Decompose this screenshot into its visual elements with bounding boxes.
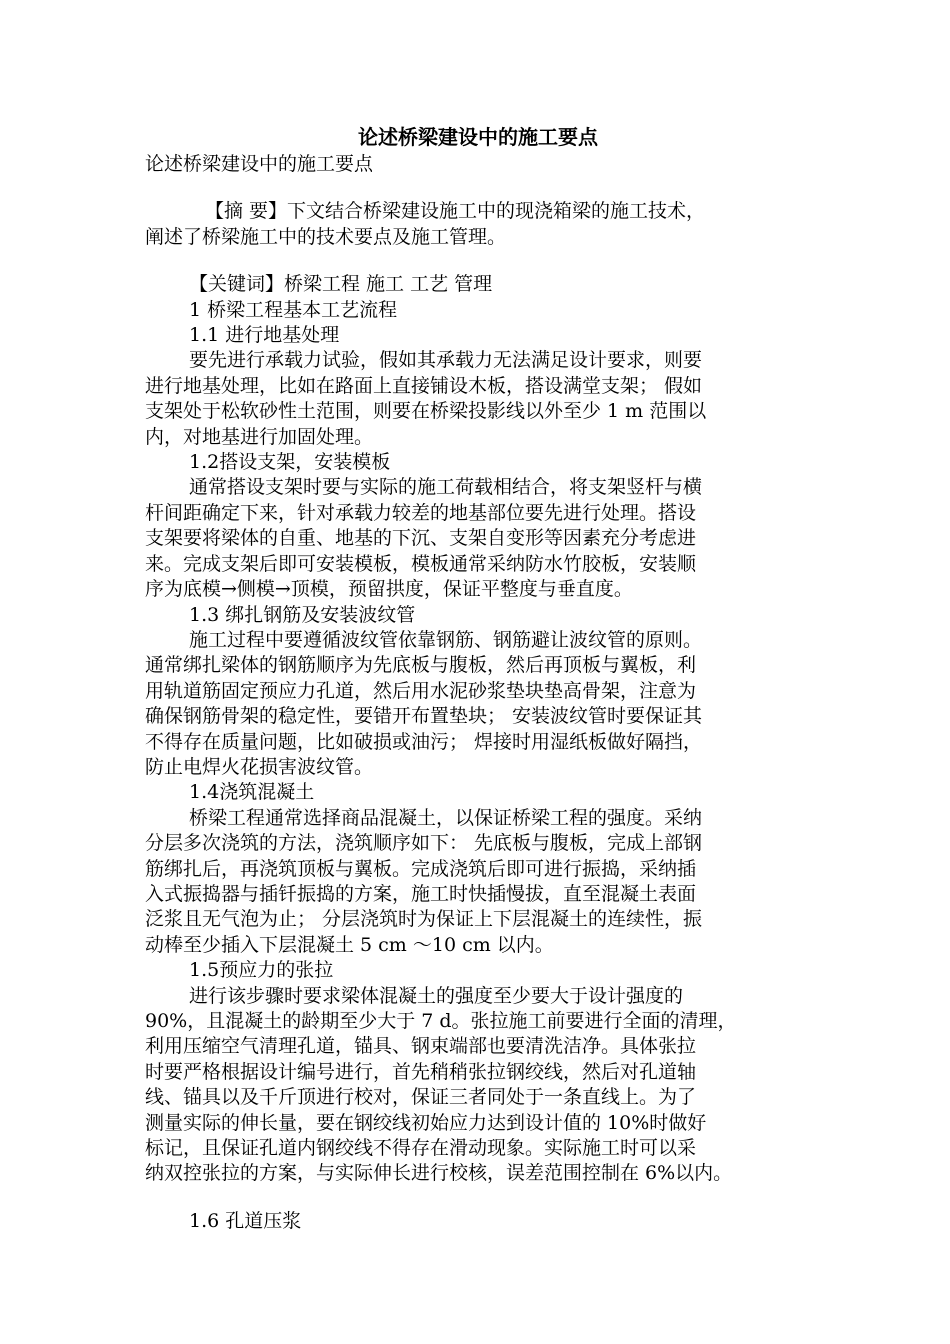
- paragraph-line: 90%，且混凝土的龄期至少大于 7 d。张拉施工前要进行全面的清理，: [145, 1010, 737, 1032]
- paragraph-line: 分层多次浇筑的方法，浇筑顺序如下： 先底板与腹板，完成上部钢: [145, 832, 703, 855]
- abstract-line-1: 【摘 要】下文结合桥梁建设施工中的现浇箱梁的施工技术，: [205, 200, 706, 223]
- paragraph-line: 通常搭设支架时要与实际的施工荷载相结合，将支架竖杆与横: [189, 476, 703, 499]
- paragraph-line: 动棒至少插入下层混凝土 5 cm ～10 cm 以内。: [145, 933, 554, 956]
- section-1-5-heading: 1.5预应力的张拉: [189, 959, 334, 982]
- keywords: 【关键词】桥梁工程 施工 工艺 管理: [189, 273, 493, 296]
- paragraph-line: 筋绑扎后，再浇筑顶板与翼板。完成浇筑后即可进行振捣，采纳插: [145, 857, 697, 880]
- section-1-6-heading: 1.6 孔道压浆: [189, 1209, 302, 1232]
- paragraph-line: 泛浆且无气泡为止； 分层浇筑时为保证上下层混凝土的连续性，振: [145, 908, 703, 931]
- section-1-3-heading: 1.3 绑扎钢筋及安装波纹管: [189, 603, 416, 626]
- paragraph-line: 入式振捣器与插钎振捣的方案，施工时快插慢拔，直至混凝土表面: [145, 882, 697, 905]
- paragraph-line: 支架处于松软砂性土范围，则要在桥梁投影线以外至少 1 m 范围以: [145, 400, 707, 423]
- paragraph-line: 利用压缩空气清理孔道，锚具、钢束端部也要清洗洁净。具体张拉: [145, 1035, 697, 1058]
- section-1-4-heading: 1.4浇筑混凝土: [189, 781, 315, 804]
- paragraph-line: 支架要将梁体的自重、地基的下沉、支架自变形等因素充分考虑进: [145, 527, 697, 550]
- section-1-2-heading: 1.2搭设支架，安装模板: [189, 451, 391, 474]
- paragraph-line: 来。完成支架后即可安装模板，模板通常采纳防水竹胶板，安装顺: [145, 552, 697, 575]
- document-title: 论述桥梁建设中的施工要点: [358, 125, 598, 149]
- paragraph-line: 内，对地基进行加固处理。: [145, 425, 374, 448]
- paragraph-line: 纳双控张拉的方案，与实际伸长进行校核，误差范围控制在 6%以内。: [145, 1162, 733, 1185]
- paragraph-line: 防止电焊火花损害波纹管。: [145, 755, 374, 778]
- document-page: [145, 122, 811, 1234]
- spacer: [145, 250, 811, 272]
- paragraph-line: 测量实际的伸长量，要在钢绞线初始应力达到设计值的 10%时做好: [145, 1111, 707, 1134]
- paragraph-line: 序为底模→侧模→顶模，预留拱度，保证平整度与垂直度。: [145, 578, 633, 601]
- paragraph-line: 用轨道筋固定预应力孔道，然后用水泥砂浆垫块垫高骨架，注意为: [145, 679, 697, 702]
- section-1-1-heading: 1.1 进行地基处理: [189, 324, 340, 347]
- paragraph-line: 通常绑扎梁体的钢筋顺序为先底板与腹板，然后再顶板与翼板，利: [145, 654, 697, 677]
- paragraph-line: 时要严格根据设计编号进行，首先稍稍张拉钢绞线，然后对孔道轴: [145, 1060, 697, 1083]
- paragraph-line: 线、锚具以及千斤顶进行校对，保证三者同处于一条直线上。为了: [145, 1086, 697, 1109]
- spacer: [145, 1187, 811, 1209]
- paragraph-line: 确保钢筋骨架的稳定性，要错开布置垫块； 安装波纹管时要保证其: [145, 705, 703, 728]
- paragraph-line: 施工过程中要遵循波纹管依靠钢筋、钢筋避让波纹管的原则。: [189, 628, 703, 651]
- paragraph-line: 进行地基处理，比如在路面上直接铺设木板，搭设满堂支架； 假如: [145, 374, 703, 397]
- document-subtitle: 论述桥梁建设中的施工要点: [145, 153, 374, 175]
- paragraph-line: 要先进行承载力试验，假如其承载力无法满足设计要求，则要: [189, 349, 703, 372]
- paragraph-line: 标记，且保证孔道内钢绞线不得存在滑动现象。实际施工时可以采: [145, 1137, 697, 1160]
- paragraph-line: 进行该步骤时要求梁体混凝土的强度至少要大于设计强度的: [189, 984, 684, 1007]
- paragraph-line: 不得存在质量问题，比如破损或油污； 焊接时用湿纸板做好隔挡，: [145, 730, 703, 753]
- abstract-line-2: 阐述了桥梁施工中的技术要点及施工管理。: [145, 225, 507, 248]
- section-1-heading: 1 桥梁工程基本工艺流程: [189, 298, 398, 321]
- paragraph-line: 杆间距确定下来，针对承载力较差的地基部位要先进行处理。搭设: [145, 501, 697, 524]
- spacer: [145, 177, 811, 199]
- paragraph-line: 桥梁工程通常选择商品混凝土，以保证桥梁工程的强度。采纳: [189, 806, 703, 829]
